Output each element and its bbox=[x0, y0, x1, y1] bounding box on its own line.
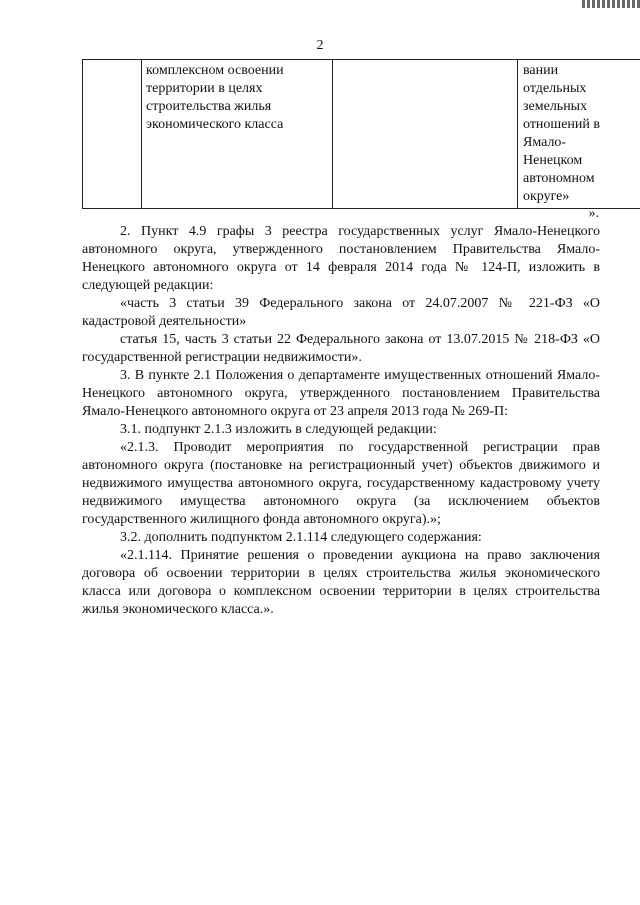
document-body bbox=[82, 205, 600, 619]
paragraph-item-3-1: 3.1. подпункт 2.1.3 изложить в следующей редакции: bbox=[120, 422, 437, 437]
cell-line: территории в целях bbox=[146, 81, 263, 96]
cell-line: вании bbox=[523, 63, 559, 78]
scan-corner-mark bbox=[582, 0, 640, 8]
closing-quote-mark: ». bbox=[588, 206, 599, 221]
continued-registry-table bbox=[82, 59, 640, 209]
cell-line: Ненецком bbox=[523, 153, 583, 168]
paragraph-quote-registration: статья 15, часть 3 статьи 22 Федерального закона от 13.07.2015 № 218-ФЗ «О государственной регистрации недвижимости». bbox=[82, 332, 600, 365]
table-cell-legal-basis bbox=[518, 60, 640, 209]
cell-line: отдельных bbox=[523, 81, 587, 96]
cell-line: отношений в bbox=[523, 117, 601, 132]
paragraph-item-3-2: 3.2. дополнить подпунктом 2.1.114 следующего содержания: bbox=[120, 530, 482, 545]
cell-line: строительства жилья bbox=[146, 99, 272, 114]
paragraph-quote-cadastral: «часть 3 статьи 39 Федерального закона от 24.07.2007 № 221-ФЗ «О кадастровой деятельности» bbox=[82, 296, 600, 329]
table-cell-empty bbox=[333, 60, 518, 209]
page-number: 2 bbox=[316, 38, 324, 53]
paragraph-item-2: 2. Пункт 4.9 графы 3 реестра государственных услуг Ямало-Ненецкого автономного округа, утвержденного постановлением Правительства Ямало-Ненецкого автономного округа от 14 февраля 2014 года № 124-П, изложить в следующей редакции: bbox=[82, 224, 600, 293]
paragraph-quote-2-1-3: «2.1.3. Проводит мероприятия по государственной регистрации прав автономного округа (постановке на регистрационный учет) объектов движимого и недвижимого имущества автономного округа, государственному кадастровому учету недвижимого имущества автономного округа (за исключением объектов государственного жилищного фонда автономного округа).»; bbox=[82, 440, 600, 527]
table-cell-number bbox=[83, 60, 142, 209]
table-row bbox=[83, 60, 640, 209]
cell-line: земельных bbox=[523, 99, 588, 114]
paragraph-item-3: 3. В пункте 2.1 Положения о департаменте имущественных отношений Ямало-Ненецкого автономного округа, утвержденного постановлением Правительства Ямало-Ненецкого автономного округа от 23 апреля 2013 года № 269-П: bbox=[82, 368, 600, 419]
cell-line: экономического класса bbox=[146, 117, 284, 132]
cell-line: округе» bbox=[523, 189, 570, 204]
paragraph-quote-2-1-114: «2.1.114. Принятие решения о проведении аукциона на право заключения договора об освоении территории в целях строительства жилья экономического класса или договора о комплексном освоении территории в целях строительства жилья экономического класса.». bbox=[82, 548, 600, 617]
cell-line: комплексном освоении bbox=[146, 63, 284, 78]
cell-line: автономном bbox=[523, 171, 595, 186]
table-cell-service-name bbox=[142, 60, 333, 209]
cell-line: Ямало- bbox=[523, 135, 567, 150]
